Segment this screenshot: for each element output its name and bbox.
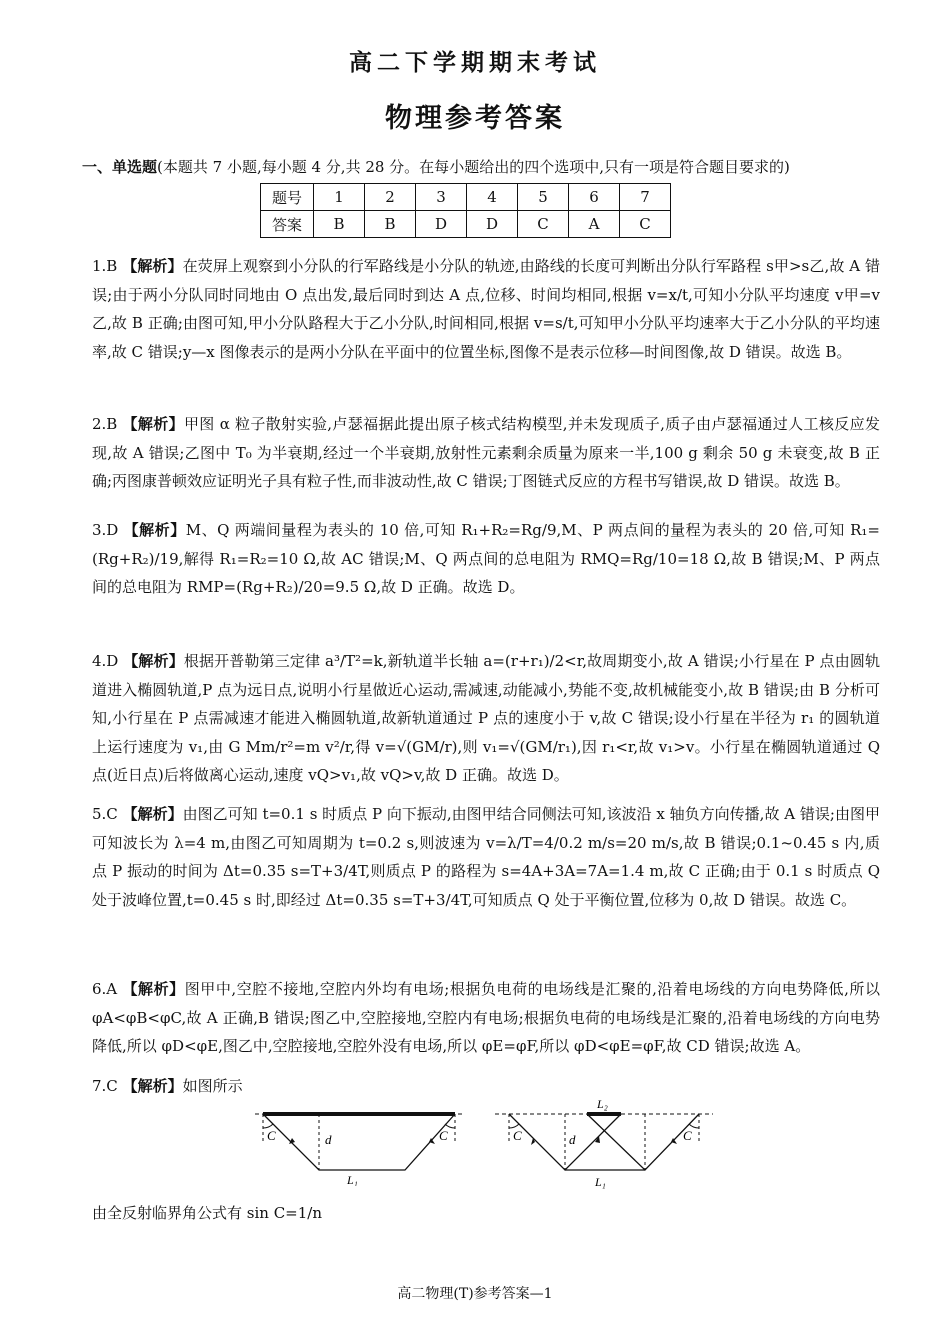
length-label-l1: L₁ (595, 1175, 606, 1189)
item-number: 2.B (92, 415, 118, 433)
section-label: 一、单选题 (82, 158, 158, 176)
solution-item-4 (92, 647, 880, 790)
answer-cell: D (416, 211, 467, 238)
question-number: 4 (467, 184, 518, 211)
light-path-figure-right (495, 1096, 713, 1190)
item-tag: 【解析】 (122, 415, 184, 433)
item-number: 1.B (92, 257, 118, 275)
question-number: 6 (569, 184, 620, 211)
exam-header: 高二下学期期末考试 (349, 49, 601, 76)
question-number: 2 (365, 184, 416, 211)
answer-table-row-answers (261, 211, 671, 238)
question-number: 3 (416, 184, 467, 211)
section-heading (82, 156, 882, 178)
solution-item-6 (92, 975, 880, 1061)
item-tag: 【解析】 (122, 257, 183, 275)
page-title: 物理参考答案 (385, 103, 565, 134)
item-number: 7.C (92, 1077, 118, 1095)
item-text: 图甲中,空腔不接地,空腔内外均有电场;根据负电荷的电场线是汇聚的,沿着电场线的方向电势降低,所以 φA<φB<φC,故 A 正确,B 错误;图乙中,空腔接地,空腔内有电场;根据负电荷的电场线是汇聚的,沿着电场线的方向电势降低,所以 φD<φE,图乙中,空腔接地,空腔外没有电场,所以 φE=φF,所以 φD<φE=φF,故 CD 错误;故选 A。 (92, 980, 880, 1055)
question-number: 5 (518, 184, 569, 211)
row-label-number: 题号 (261, 184, 314, 211)
angle-label-c: C (439, 1128, 448, 1143)
item-tag: 【解析】 (122, 1077, 183, 1095)
answer-table-row-numbers (261, 184, 671, 211)
solution-item-1 (92, 252, 880, 366)
solution-item-7 (92, 1072, 880, 1101)
length-label-l1: L₁ (347, 1173, 358, 1186)
item-tag: 【解析】 (122, 980, 185, 998)
item-number: 6.A (92, 980, 118, 998)
angle-label-c: C (513, 1128, 522, 1143)
depth-label-d: d (325, 1132, 332, 1147)
item-number: 5.C (92, 805, 118, 823)
answer-cell: A (569, 211, 620, 238)
angle-label-c: C (267, 1128, 276, 1143)
solution-item-3 (92, 516, 880, 602)
solution-item-5 (92, 800, 880, 914)
item-text: 如图所示 (182, 1077, 243, 1095)
answer-cell: B (314, 211, 365, 238)
angle-label-c: C (683, 1128, 692, 1143)
item-text: 根据开普勒第三定律 a³/T²=k,新轨道半长轴 a=(r+r₁)/2<r,故周期变小,故 A 错误;小行星在 P 点由圆轨道进入椭圆轨道,P 点为远日点,说明小行星做近心运动,需减速,动能减小,势能不变,故机械能变小,故 B 错误;由 B 分析可知,小行星在 P 点需减速才能进入椭圆轨道,故新轨道通过 P 点的速度小于 v,故 C 错误;设小行星在半径为 r₁ 的圆轨道上运行速度为 v₁,由 G Mm/r²=m v²/r,得 v=√(GM/r),则 v₁=√(GM/r₁),因 r₁<r,故 v₁>v。小行星在椭圆轨道通过 Q 点(近日点)后将做离心运动,速度 vQ>v₁,故 vQ>v,故 D 正确。故选 D。 (92, 652, 880, 784)
item-tag: 【解析】 (123, 521, 186, 539)
answer-cell: C (518, 211, 569, 238)
answer-table (260, 183, 671, 238)
length-label-l2: L₂ (597, 1097, 608, 1111)
light-path-figure-left (255, 1104, 465, 1186)
item-text: 由图乙可知 t=0.1 s 时质点 P 向下振动,由图甲结合同侧法可知,该波沿 x 轴负方向传播,故 A 错误;由图甲可知波长为 λ=4 m,由图乙可知周期为 t=0.2 s,则波速为 v=λ/T=4/0.2 m/s=20 m/s,故 B 错误;0.1~0.45 s 内,质点 P 振动的时间为 Δt=0.35 s=T+3/4T,则质点 P 的路程为 s=4A+3A=7A=1.4 m,故 C 正确;由于 0.1 s 时质点 Q 处于波峰位置,t=0.45 s 时,即经过 Δt=0.35 s=T+3/4T,可知质点 Q 处于平衡位置,位移为 0,故 D 错误。故选 C。 (92, 805, 880, 909)
page-footer: 高二物理(T)参考答案—1 (397, 1286, 553, 1302)
question-number: 1 (314, 184, 365, 211)
item-number: 3.D (92, 521, 119, 539)
item-text: M、Q 两端间量程为表头的 10 倍,可知 R₁+R₂=Rg/9,M、P 两点间的量程为表头的 20 倍,可知 R₁=(Rg+R₂)/19,解得 R₁=R₂=10 Ω,故 AC 错误;M、Q 两点间的总电阻为 RMQ=Rg/10=18 Ω,故 B 错误;M、P 两点间的总电阻为 RMP=(Rg+R₂)/20=9.5 Ω,故 D 正确。故选 D。 (92, 521, 880, 596)
item-text: 在荧屏上观察到小分队的行军路线是小分队的轨迹,由路线的长度可判断出分队行军路程 s甲>s乙,故 A 错误;由于两小分队同时同地由 O 点出发,最后同时到达 A 点,位移、时间均相同,根据 v=x/t,可知小分队平均速度 v甲=v乙,故 B 正确;由图可知,甲小分队路程大于乙小分队,时间相同,根据 v=s/t,可知甲小分队平均速率大于乙小分队的平均速率,故 C 错误;y—x 图像表示的是两小分队在平面中的位置坐标,图像不是表示位移—时间图像,故 D 错误。故选 B。 (92, 257, 880, 361)
section-note: (本题共 7 小题,每小题 4 分,共 28 分。在每小题给出的四个选项中,只有一项是符合题目要求的) (157, 158, 790, 176)
answer-cell: B (365, 211, 416, 238)
item-tag: 【解析】 (122, 805, 183, 823)
critical-angle-formula: 由全反射临界角公式有 sin C=1/n (92, 1204, 322, 1222)
item-text: 甲图 α 粒子散射实验,卢瑟福据此提出原子核式结构模型,并未发现质子,质子由卢瑟福通过人工核反应发现,故 A 错误;乙图中 T₀ 为半衰期,经过一个半衰期,放射性元素剩余质量为原来一半,100 g 剩余 50 g 未衰变,故 B 正确;丙图康普顿效应证明光子具有粒子性,而非波动性,故 C 错误;丁图链式反应的方程书写错误,故 D 错误。故选 B。 (92, 415, 880, 490)
depth-label-d: d (569, 1132, 576, 1147)
item-tag: 【解析】 (123, 652, 184, 670)
answer-cell: D (467, 211, 518, 238)
item-number: 4.D (92, 652, 119, 670)
row-label-answer: 答案 (261, 211, 314, 238)
answer-cell: C (620, 211, 671, 238)
solution-item-2 (92, 410, 880, 496)
question-number: 7 (620, 184, 671, 211)
